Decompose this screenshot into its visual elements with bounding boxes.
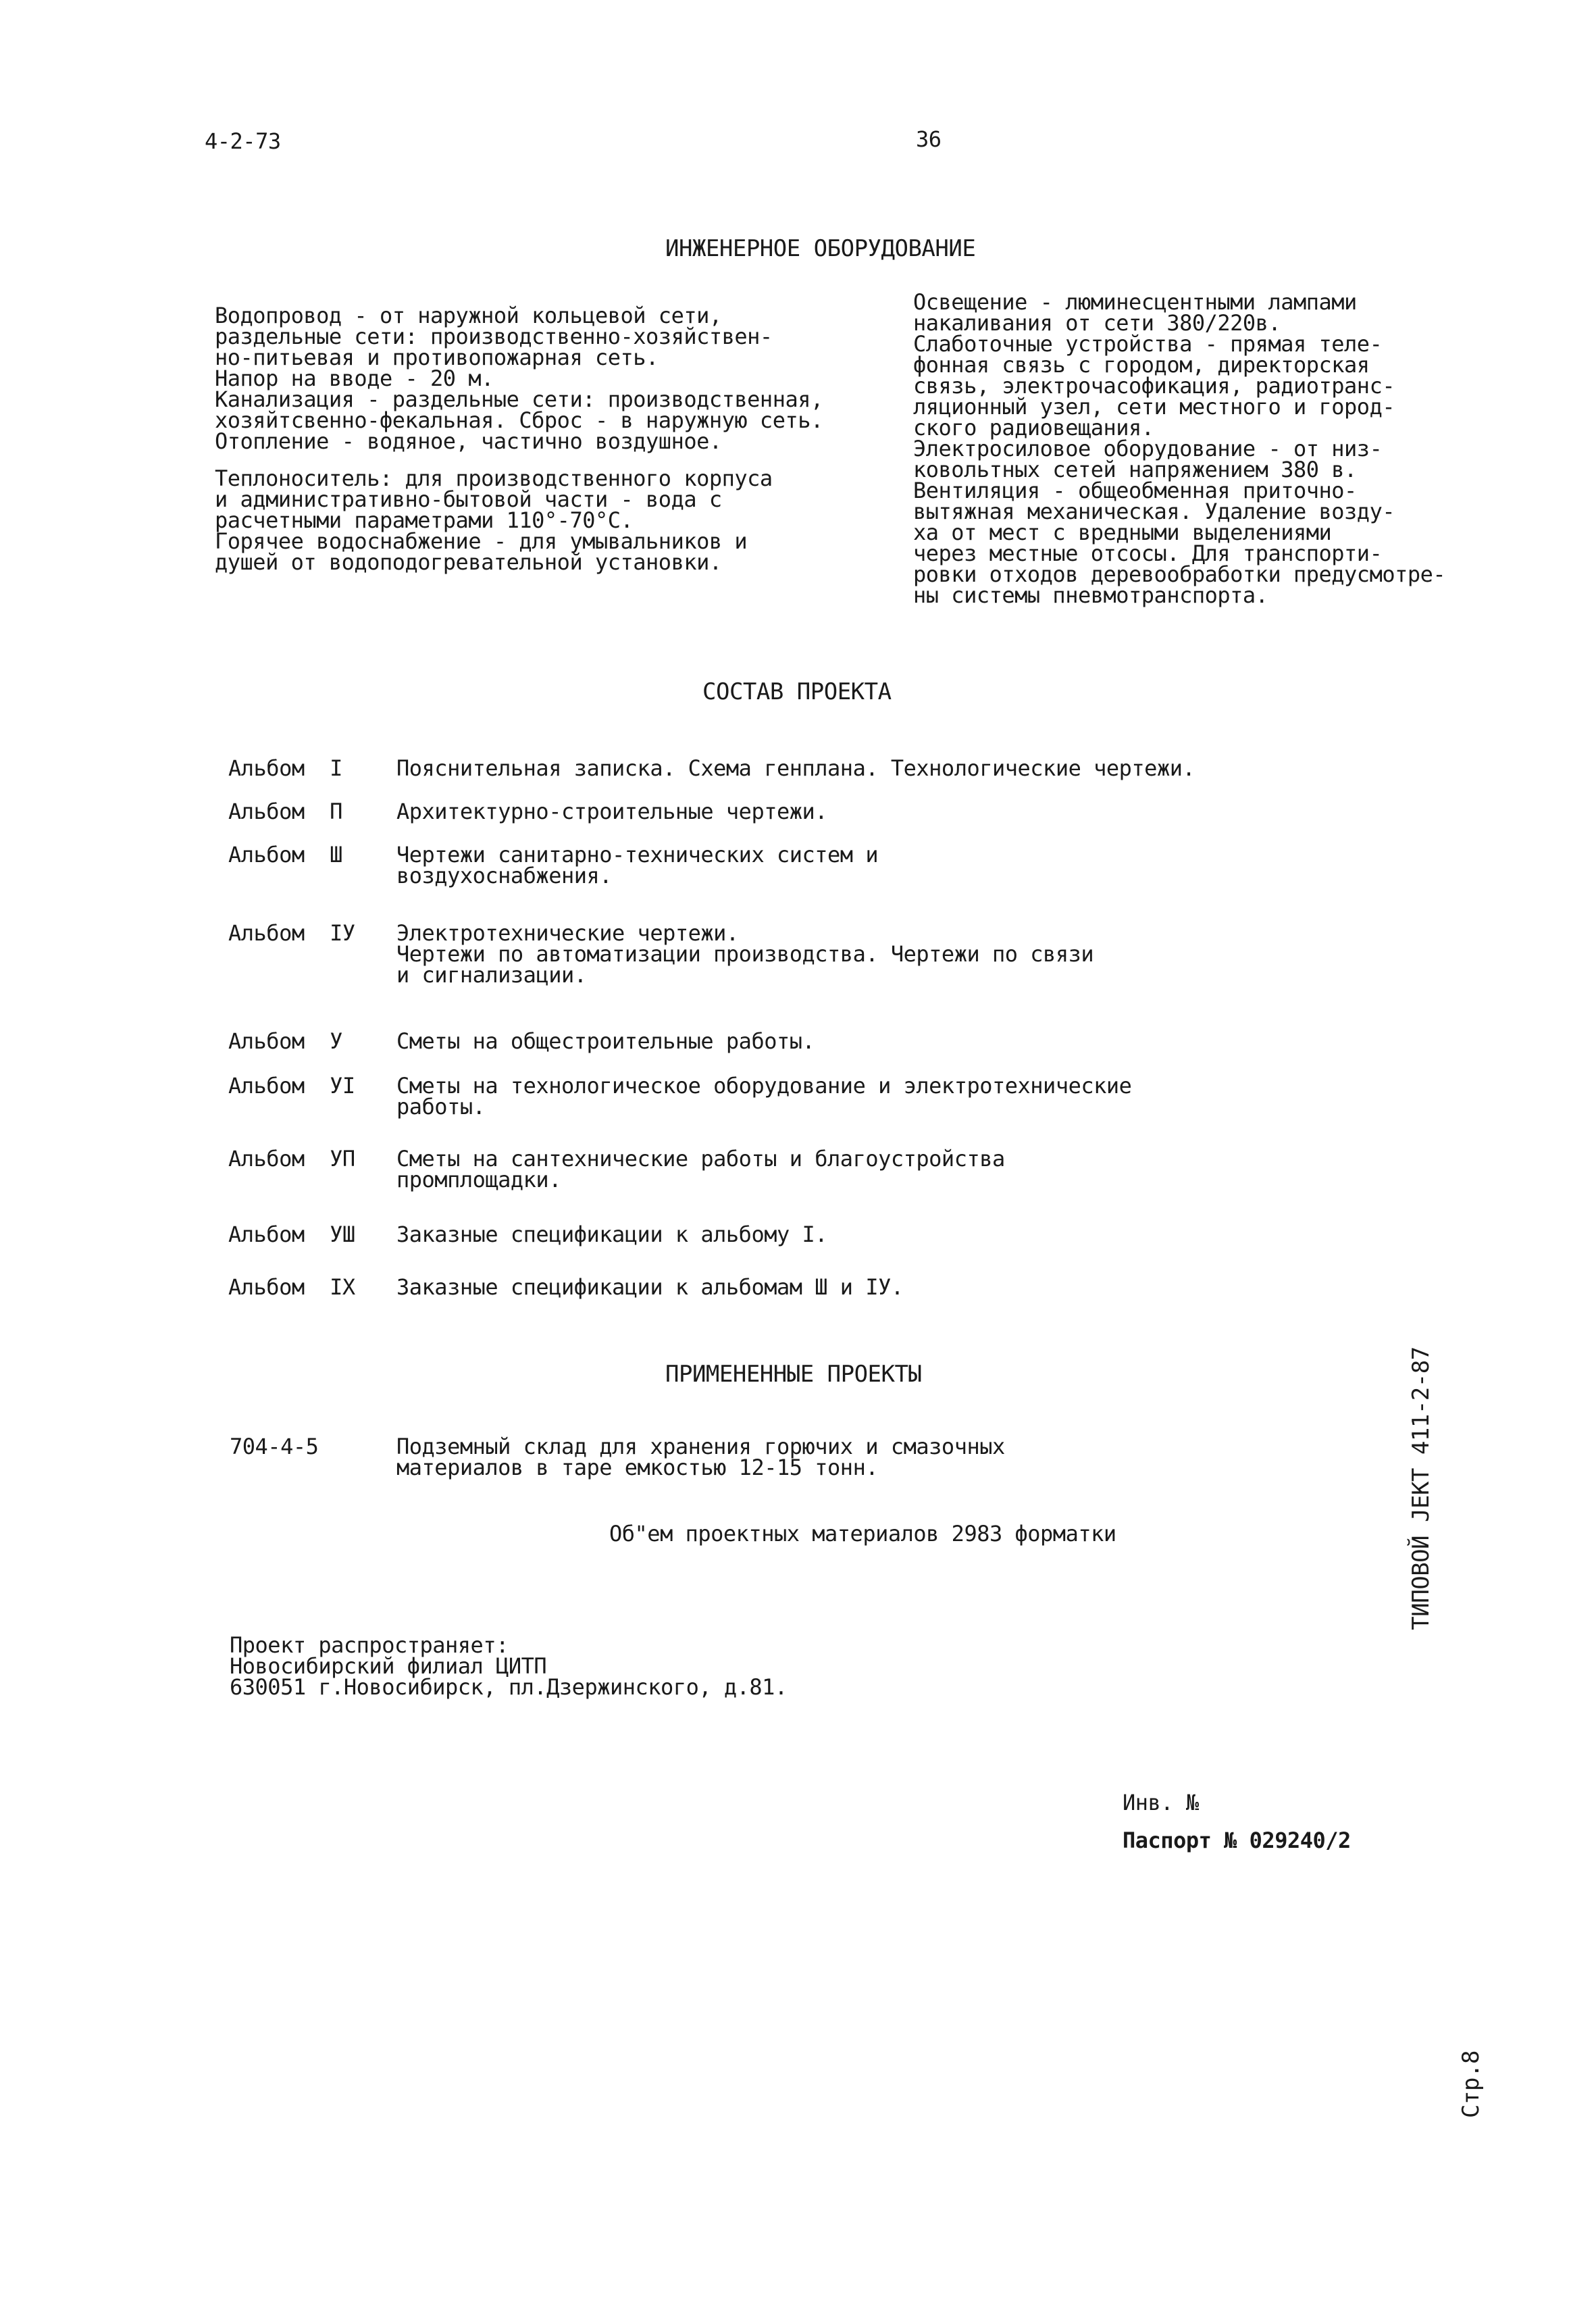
engineering-title: ИНЖЕНЕРНОЕ ОБОРУДОВАНИЕ <box>665 235 976 262</box>
composition-title: СОСТАВ ПРОЕКТА <box>702 678 892 705</box>
page-number: 36 <box>916 126 942 152</box>
page-label: Стр.8 <box>1458 2051 1485 2118</box>
album-description: Сметы на общестроительные работы. <box>396 1028 815 1054</box>
album-label: Альбом У <box>228 1028 342 1054</box>
document-code: 4-2-73 <box>205 128 281 154</box>
distributor-block: Проект распространяет: Новосибирский филиал ЦИТП 630051 г.Новосибирск, пл.Дзержинского, д.81. <box>230 1632 788 1700</box>
album-description: Архитектурно-строительные чертежи. <box>396 799 828 824</box>
water-heating-paragraph: Водопровод - от наружной кольцевой сети, раздельные сети: производственно-хозяйствен- но-питьевая и противопожарная сеть. Напор на вводе - 20 м. Канализация - раздельные сети: производственная, хозяйтсвенно-фекальная. Сброс - в наружную сеть. Отопление - водяное, частично воздушное. <box>215 303 823 454</box>
inventory-number-label: Инв. № <box>1123 1790 1199 1815</box>
album-description: Электротехнические чертежи. Чертежи по автоматизации производства. Чертежи по связи и сигнализации. <box>396 920 1094 988</box>
applied-project-description: Подземный склад для хранения горючих и смазочных материалов в таре емкостью 12-15 тонн. <box>396 1434 1005 1480</box>
album-description: Заказные спецификации к альбому I. <box>396 1222 828 1247</box>
applied-projects-title: ПРИМЕНЕННЫЕ ПРОЕКТЫ <box>665 1361 922 1388</box>
album-label: Альбом IУ <box>228 920 355 946</box>
passport-number: Паспорт № 029240/2 <box>1123 1828 1351 1853</box>
album-description: Пояснительная записка. Схема генплана. Технологические чертежи. <box>396 755 1195 781</box>
album-label: Альбом УI <box>228 1073 355 1099</box>
album-label: Альбом УШ <box>228 1222 355 1247</box>
album-description: Сметы на сантехнические работы и благоустройства промплощадки. <box>396 1146 1005 1192</box>
volume-statement: Об"ем проектных материалов 2983 форматки <box>609 1521 1116 1546</box>
album-description: Сметы на технологическое оборудование и электротехнические работы. <box>396 1073 1132 1120</box>
album-label: Альбом П <box>228 799 342 824</box>
album-label: Альбом Ш <box>228 842 342 867</box>
album-description: Заказные спецификации к альбомам Ш и IУ. <box>396 1274 904 1300</box>
album-label: Альбом IX <box>228 1274 355 1300</box>
heat-carrier-paragraph: Теплоноситель: для производственного корпуса и административно-бытовой части - вода с расчетными параметрами 110°-70°С. Горячее водоснабжение - для умывальников и душей от водоподогревательной установки. <box>215 466 773 575</box>
project-stamp: ТИПОВОЙ ЈЕКТ 411-2-87 <box>1408 1347 1435 1630</box>
album-description: Чертежи санитарно-технических систем и воздухоснабжения. <box>396 842 879 888</box>
electric-ventilation-paragraph: Освещение - люминесцентными лампами накаливания от сети 380/220в. Слаботочные устройства - прямая теле- фонная связь с городом, директорская связь, электрочасофикация, радиотранс- ляционный узел, сети местного и город- ского радиовещания. Электросиловое оборудование - от низ- ковольтных сетей напряжением 380 в. Вентиляция - общеобменная приточно- вытяжная механическая. Удаление возду- ха от мест с вредными выделениями через местные отсосы. Для транспорти- ровки отходов деревообработки предусмотре- ны системы пневмотранспорта. <box>913 289 1446 608</box>
applied-project-code: 704-4-5 <box>230 1434 319 1459</box>
album-label: Альбом УП <box>228 1146 355 1172</box>
album-label: Альбом I <box>228 755 342 781</box>
